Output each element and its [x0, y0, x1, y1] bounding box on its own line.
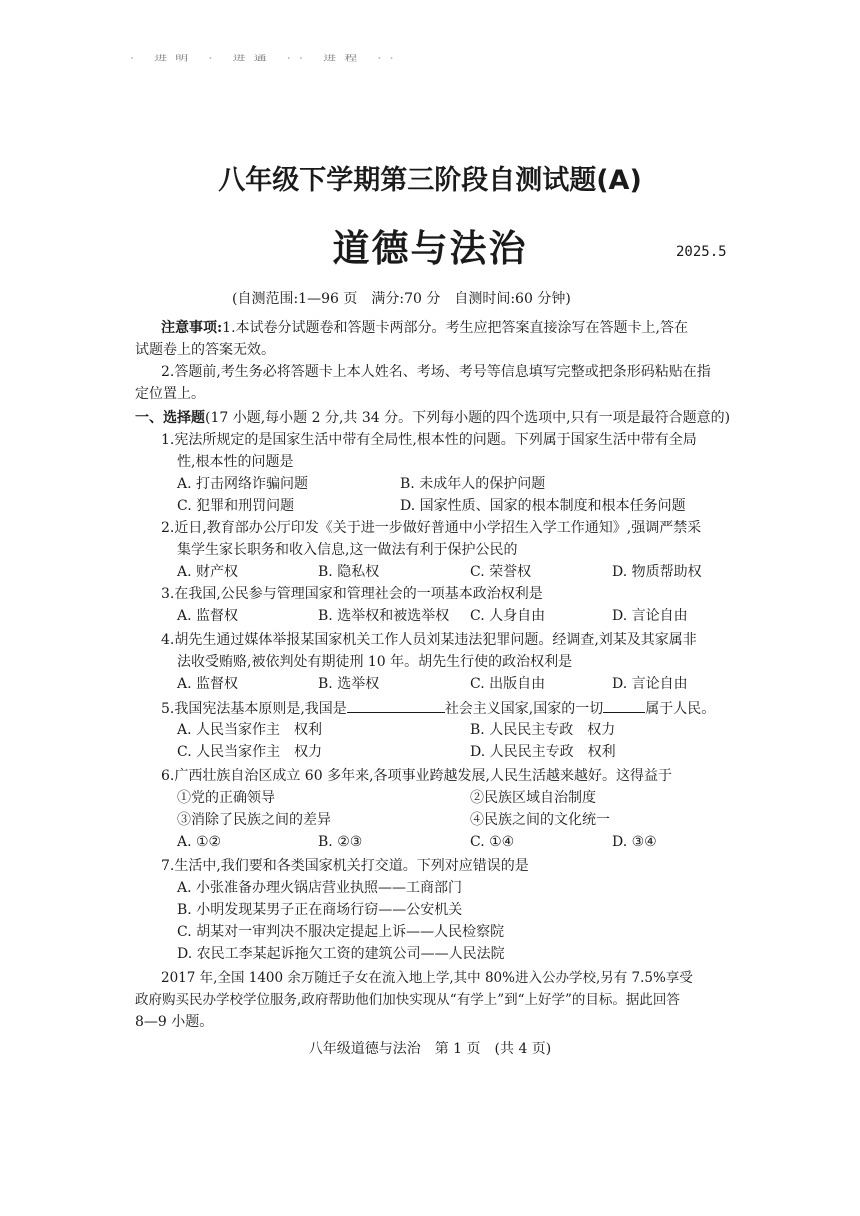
section-label: 一、选择题	[135, 410, 205, 426]
q6-option-a: A. ①②	[177, 834, 222, 850]
q5-blank-2	[603, 698, 645, 713]
exam-title: 八年级下学期第三阶段自测试题(A)	[218, 165, 642, 196]
q2-stem-cont: 集学生家长职务和收入信息,这一做法有利于保护公民的	[177, 542, 518, 558]
q5-option-c: C. 人民当家作主 权力	[177, 744, 323, 760]
notes-label: 注意事项:	[161, 320, 223, 336]
q7-stem: 7.生活中,我们要和各类国家机关打交道。下列对应错误的是	[161, 858, 529, 874]
q3-stem: 3.在我国,公民参与管理国家和管理社会的一项基本政治权利是	[161, 586, 543, 602]
q1-stem: 1.宪法所规定的是国家生活中带有全局性,根本性的问题。下列属于国家生活中带有全局	[161, 432, 697, 448]
q6-option-c: C. ①④	[470, 834, 515, 850]
q6-option-b: B. ②③	[318, 834, 363, 850]
q7-option-b: B. 小明发现某男子正在商场行窃——公安机关	[177, 902, 463, 918]
q2-option-d: D. 物质帮助权	[612, 564, 702, 580]
note-2-cont: 定位置上。	[135, 386, 205, 402]
exam-date: 2025.5	[676, 244, 727, 260]
q6-statement-1: ①党的正确领导	[177, 790, 275, 806]
subject-title: 道德与法治	[332, 227, 528, 270]
section-heading	[135, 408, 730, 428]
q3-option-c: C. 人身自由	[470, 608, 546, 624]
q6-statement-4: ④民族之间的文化统一	[470, 812, 610, 828]
note-1-cont: 试题卷上的答案无效。	[135, 342, 275, 358]
q5-blank-1	[347, 698, 445, 713]
note-1-text: 1.本试卷分试题卷和答题卡两部分。考生应把答案直接涂写在答题卡上,答在	[222, 320, 688, 336]
passage-line-3: 8—9 小题。	[135, 1014, 214, 1030]
q2-stem: 2.近日,教育部办公厅印发《关于进一步做好普通中小学招生入学工作通知》,强调严禁采	[161, 520, 702, 536]
q4-stem: 4.胡先生通过媒体举报某国家机关工作人员刘某违法犯罪问题。经调查,刘某及其家属非	[161, 632, 697, 648]
q6-stem: 6.广西壮族自治区成立 60 多年来,各项事业跨越发展,人民生活越来越好。这得益于	[161, 768, 672, 784]
q5-stem	[161, 698, 715, 719]
q2-option-a: A. 财产权	[177, 564, 239, 580]
scan-header-artifact: · 进明 · 进通 ·· 进程 ··	[130, 54, 402, 63]
q4-option-b: B. 选举权	[318, 676, 380, 692]
q4-stem-cont: 法收受贿赂,被依判处有期徒刑 10 年。胡先生行使的政治权利是	[177, 654, 573, 670]
exam-scope: (自测范围:1—96 页 满分:70 分 自测时间:60 分钟)	[232, 291, 571, 307]
q5-stem-part-2: 社会主义国家,国家的一切	[444, 701, 604, 717]
notes-line-1	[161, 318, 688, 338]
q3-option-d: D. 言论自由	[612, 608, 688, 624]
q2-option-b: B. 隐私权	[318, 564, 380, 580]
q1-option-d: D. 国家性质、国家的根本制度和根本任务问题	[400, 498, 686, 514]
q7-option-d: D. 农民工李某起诉拖欠工资的建筑公司——人民法院	[177, 946, 505, 962]
q7-option-a: A. 小张准备办理火锅店营业执照——工商部门	[177, 880, 463, 896]
q1-option-c: C. 犯罪和刑罚问题	[177, 498, 295, 514]
q5-option-b: B. 人民民主专政 权力	[470, 722, 616, 738]
q2-option-c: C. 荣誉权	[470, 564, 532, 580]
note-2-text: 2.答题前,考生务必将答题卡上本人姓名、考场、考号等信息填写完整或把条形码粘贴在指	[161, 364, 711, 380]
q1-option-a: A. 打击网络诈骗问题	[177, 476, 309, 492]
q5-option-a: A. 人民当家作主 权利	[177, 722, 323, 738]
q1-option-b: B. 未成年人的保护问题	[400, 476, 546, 492]
q6-statement-3: ③消除了民族之间的差异	[177, 812, 331, 828]
passage-line-2: 政府购买民办学校学位服务,政府帮助他们加快实现从“有学上”到“上好学”的目标。据此回答	[135, 992, 680, 1008]
page-footer: 八年级道德与法治 第 1 页 (共 4 页)	[308, 1041, 552, 1057]
passage-line-1: 2017 年,全国 1400 余万随迁子女在流入地上学,其中 80%进入公办学校,另有 7.5%享受	[161, 970, 693, 986]
q4-option-d: D. 言论自由	[612, 676, 688, 692]
q4-option-a: A. 监督权	[177, 676, 239, 692]
q3-option-b: B. 选举权和被选举权	[318, 608, 450, 624]
q5-option-d: D. 人民民主专政 权利	[470, 744, 616, 760]
section-desc: (17 小题,每小题 2 分,共 34 分。下列每小题的四个选项中,只有一项是最符合题意的)	[205, 410, 731, 426]
q5-stem-part-1: 5.我国宪法基本原则是,我国是	[161, 701, 347, 717]
q5-stem-part-3: 属于人民。	[645, 701, 716, 717]
q4-option-c: C. 出版自由	[470, 676, 546, 692]
q7-option-c: C. 胡某对一审判决不服决定提起上诉——人民检察院	[177, 924, 505, 940]
q1-stem-cont: 性,根本性的问题是	[177, 454, 294, 470]
q3-option-a: A. 监督权	[177, 608, 239, 624]
q6-statement-2: ②民族区域自治制度	[470, 790, 596, 806]
q6-option-d: D. ③④	[612, 834, 657, 850]
